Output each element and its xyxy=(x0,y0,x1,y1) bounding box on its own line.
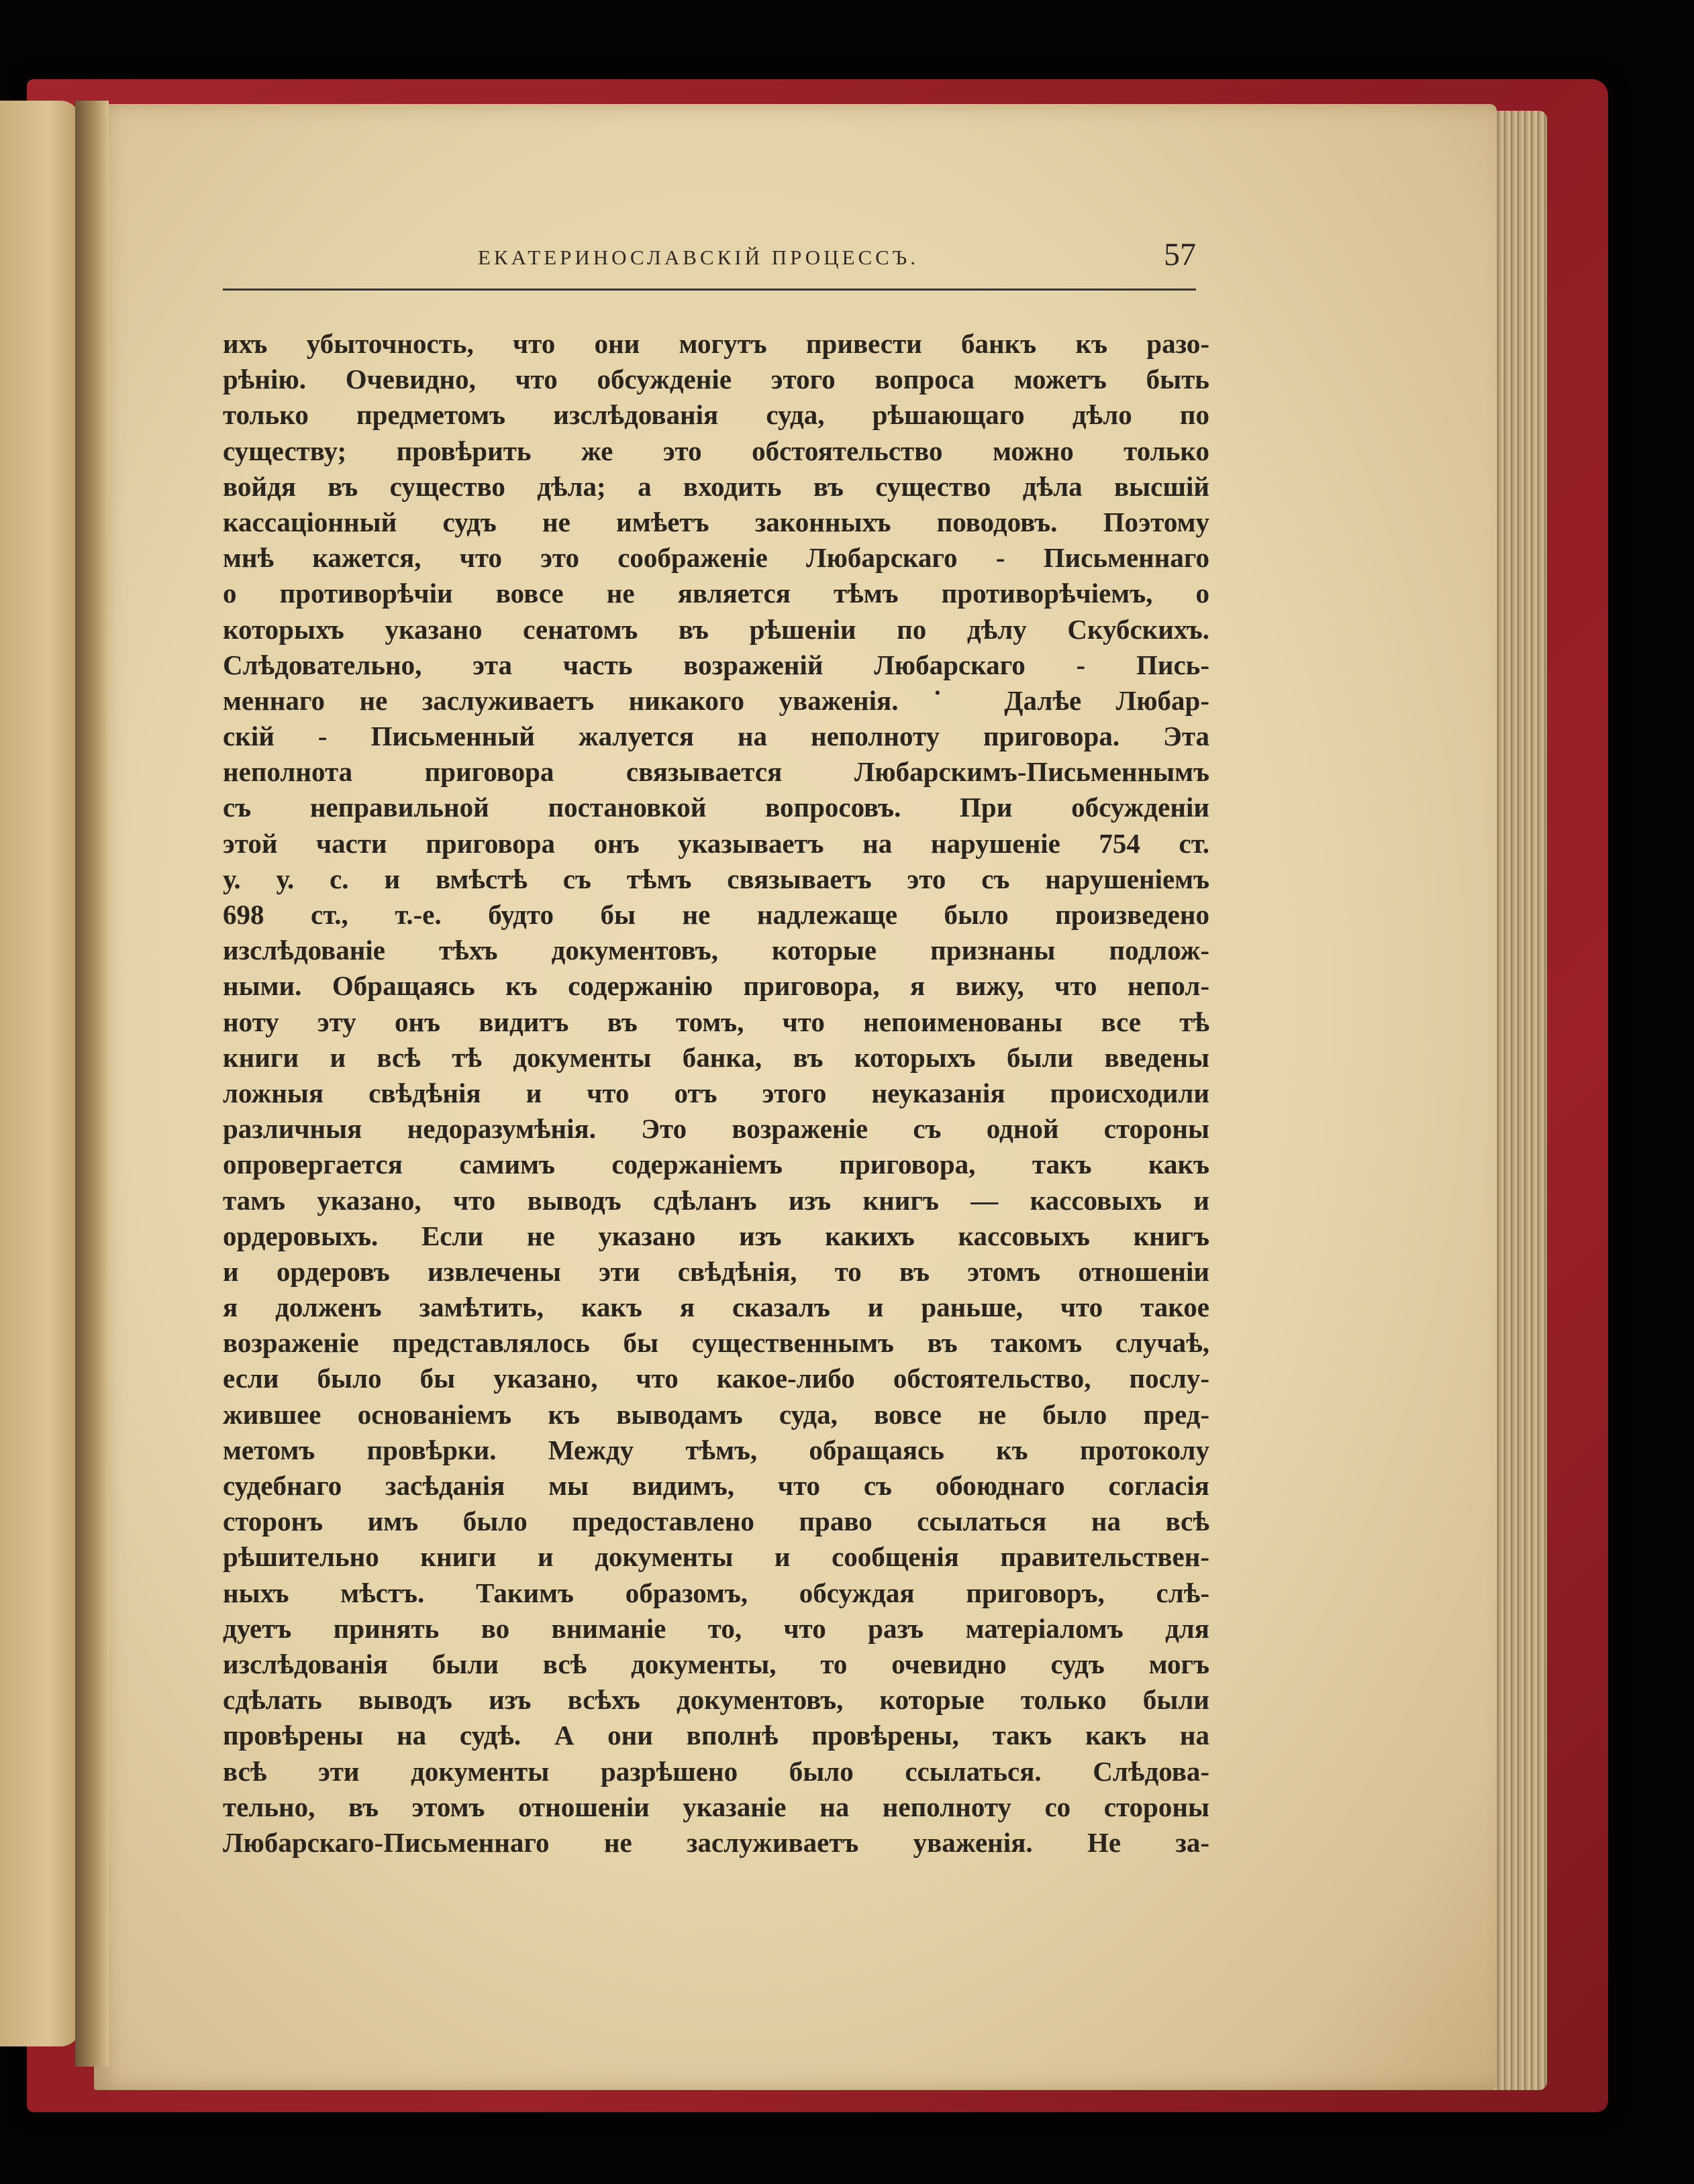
text-line: различныя недоразумѣнія. Это возраженіе съ одной стороны xyxy=(223,1113,1209,1145)
text-line: изслѣдованіе тѣхъ документовъ, которые признаны подлож- xyxy=(223,935,1209,966)
text-line: войдя въ существо дѣла; а входить въ существо дѣла высшій xyxy=(223,470,1209,502)
text-line: сторонъ имъ было предоставлено право ссылаться на всѣ xyxy=(223,1506,1209,1537)
text-line: ноту эту онъ видитъ въ томъ, что непоименованы все тѣ xyxy=(223,1006,1209,1037)
text-line: у. у. с. и вмѣстѣ съ тѣмъ связываетъ это съ нарушеніемъ xyxy=(223,863,1209,894)
text-line: Слѣдовательно, эта часть возраженій Любарскаго - Пись- xyxy=(223,649,1209,680)
header-rule xyxy=(223,289,1196,291)
text-line: если было бы указано, что какое-либо обстоятельство, послу- xyxy=(223,1363,1209,1394)
text-line: жившее основаніемъ къ выводамъ суда, вовсе не было пред- xyxy=(223,1398,1209,1430)
text-line: всѣ эти документы разрѣшено было ссылаться. Слѣдова- xyxy=(223,1755,1209,1787)
text-line: о противорѣчіи вовсе не является тѣмъ противорѣчіемъ, о xyxy=(223,578,1209,609)
book-gutter xyxy=(75,101,109,2067)
text-line: сдѣлать выводъ изъ всѣхъ документовъ, которые только были xyxy=(223,1684,1209,1716)
text-line: книги и всѣ тѣ документы банка, въ которыхъ были введены xyxy=(223,1041,1209,1073)
text-line: которыхъ указано сенатомъ въ рѣшеніи по дѣлу Скубскихъ. xyxy=(223,613,1209,645)
text-line: провѣрены на судѣ. А они вполнѣ провѣрены, такъ какъ на xyxy=(223,1720,1209,1751)
text-line: ложныя свѣдѣнія и что отъ этого неуказанія происходили xyxy=(223,1077,1209,1108)
text-line: ордеровыхъ. Если не указано изъ какихъ кассовыхъ книгъ xyxy=(223,1220,1209,1251)
text-line: ными. Обращаясь къ содержанію приговора, я вижу, что непол- xyxy=(223,970,1209,1002)
text-line: я долженъ замѣтить, какъ я сказалъ и раньше, что такое xyxy=(223,1292,1209,1323)
text-line: только предметомъ изслѣдованія суда, рѣшающаго дѣло по xyxy=(223,399,1209,431)
text-line: дуетъ принять во вниманіе то, что разъ матеріаломъ для xyxy=(223,1612,1209,1644)
text-line: существу; провѣрить же это обстоятельство можно только xyxy=(223,435,1209,466)
text-line: рѣнію. Очевидно, что обсужденіе этого вопроса можетъ быть xyxy=(223,364,1209,395)
text-line: неполнота приговора связывается Любарскимъ-Письменнымъ xyxy=(223,756,1209,788)
text-line: тамъ указано, что выводъ сдѣланъ изъ книгъ — кассовыхъ и xyxy=(223,1184,1209,1216)
text-line: кассаціонный судъ не имѣетъ законныхъ поводовъ. Поэтому xyxy=(223,506,1209,537)
body-text xyxy=(223,326,1209,1861)
text-line: возраженіе представлялось бы существеннымъ въ такомъ случаѣ, xyxy=(223,1327,1209,1359)
running-title: ЕКАТЕРИНОСЛАВСКІЙ ПРОЦЕССЪ. xyxy=(478,246,919,269)
text-line: Любарскаго-Письменнаго не заслуживаетъ уваженія. Не за- xyxy=(223,1826,1209,1858)
text-line: съ неправильной постановкой вопросовъ. При обсужденіи xyxy=(223,792,1209,823)
text-line: судебнаго засѣданія мы видимъ, что съ обоюднаго согласія xyxy=(223,1470,1209,1501)
running-head xyxy=(223,236,1196,297)
left-facing-page xyxy=(0,101,81,2046)
text-line: ихъ убыточность, что они могутъ привести банкъ къ разо- xyxy=(223,328,1209,359)
text-line: рѣшительно книги и документы и сообщенія правительствен- xyxy=(223,1541,1209,1573)
text-line: опровергается самимъ содержаніемъ приговора, такъ какъ xyxy=(223,1149,1209,1180)
text-line: тельно, въ этомъ отношеніи указаніе на неполноту со стороны xyxy=(223,1791,1209,1822)
text-line: изслѣдованія были всѣ документы, то очевидно судъ могъ xyxy=(223,1648,1209,1679)
page-number: 57 xyxy=(1164,237,1196,272)
text-line: метомъ провѣрки. Между тѣмъ, обращаясь къ протоколу xyxy=(223,1434,1209,1465)
text-line: ныхъ мѣстъ. Такимъ образомъ, обсуждая приговоръ, слѣ- xyxy=(223,1577,1209,1608)
text-line: 698 ст., т.-е. будто бы не надлежаще было произведено xyxy=(223,899,1209,930)
text-line: скій - Письменный жалуется на неполноту приговора. Эта xyxy=(223,721,1209,752)
text-line: мнѣ кажется, что это соображеніе Любарскаго - Письменнаго xyxy=(223,542,1209,574)
text-line: меннаго не заслуживаетъ никакого уваженія. ˙ Далѣе Любар- xyxy=(223,684,1209,716)
text-line: этой части приговора онъ указываетъ на нарушеніе 754 ст. xyxy=(223,827,1209,859)
text-line: и ордеровъ извлечены эти свѣдѣнія, то въ этомъ отношеніи xyxy=(223,1255,1209,1287)
